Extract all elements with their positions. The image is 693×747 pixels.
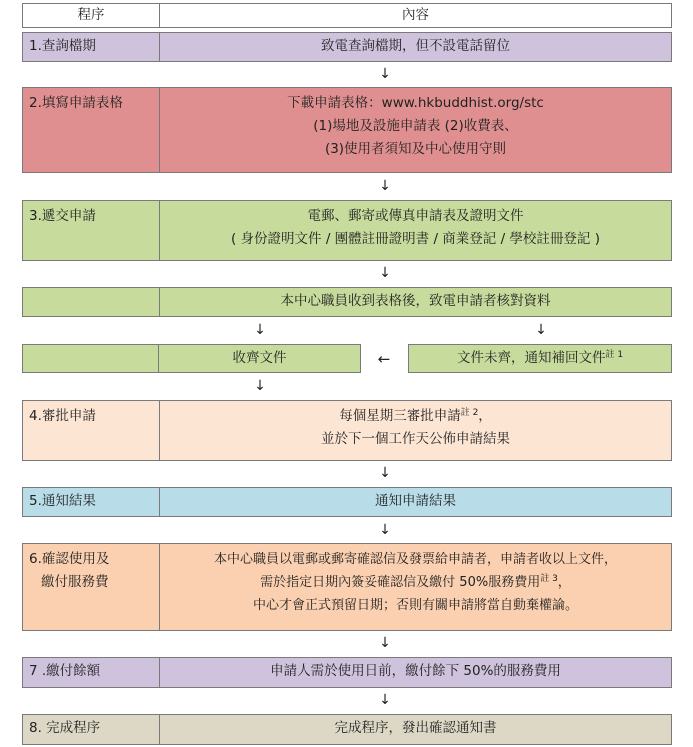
step-8-row xyxy=(22,714,672,745)
step-4-label: 4.審批申請 xyxy=(23,401,160,460)
step-6-line-2 xyxy=(164,571,667,594)
step-6-line-3: 中心才會正式預留日期；否則有關申請將當自動棄權論。 xyxy=(252,598,578,613)
step-2-line-2: (1)場地及設施申請表 (2)收費表、 xyxy=(313,118,518,134)
note-1-marker: 註 1 xyxy=(605,350,624,360)
step-3c-left-blank xyxy=(22,344,159,373)
step-3b-label xyxy=(23,288,160,316)
step-2-content xyxy=(160,88,671,172)
step-3-content xyxy=(160,201,671,260)
header-procedure: 程序 xyxy=(23,4,160,27)
table-header xyxy=(22,3,672,28)
documents-complete-box: 收齊文件 xyxy=(158,344,361,373)
down-arrow-icon: ↓ xyxy=(535,322,547,338)
note-2-marker: 註 2 xyxy=(460,408,479,418)
step-7-row xyxy=(22,657,672,688)
left-arrow-icon: ← xyxy=(377,350,391,368)
step-4-line-2: 並於下一個工作天公佈申請結果 xyxy=(321,431,510,447)
documents-incomplete-text: 文件未齊，通知補回文件 xyxy=(456,350,606,366)
step-4-line-1-end: ， xyxy=(478,408,492,424)
step-7-label: 7 .繳付餘額 xyxy=(23,658,160,687)
step-6-content xyxy=(160,544,671,630)
step-3-line-1: 電郵、郵寄或傳真申請表及證明文件 xyxy=(307,208,524,224)
step-4-line-1-text: 每個星期三審批申請 xyxy=(339,408,461,424)
step-6-row xyxy=(22,543,672,631)
step-8-content: 完成程序，發出確認通知書 xyxy=(334,720,497,736)
step-2-label: 2.填寫申請表格 xyxy=(23,88,160,172)
step-7-content: 申請人需於使用日前，繳付餘下 50%的服務費用 xyxy=(270,663,561,679)
note-3-marker: 註 3 xyxy=(540,574,558,584)
down-arrow-icon: ↓ xyxy=(379,265,391,281)
step-4-row xyxy=(22,400,672,461)
step-1-content: 致電查詢檔期，但不設電話留位 xyxy=(321,38,510,54)
step-4-line-1 xyxy=(164,405,667,428)
step-3-row xyxy=(22,200,672,261)
down-arrow-icon: ↓ xyxy=(379,635,391,651)
step-5-content: 通知申請結果 xyxy=(375,493,456,509)
step-6-label-line-1: 6.確認使用及 xyxy=(29,551,110,567)
step-3b-content: 本中心職員收到表格後，致電申請者核對資料 xyxy=(280,293,551,309)
step-6-label-line-2: 繳付服務費 xyxy=(41,574,109,590)
step-3b-row xyxy=(22,287,672,317)
step-6-line-2-end: ， xyxy=(557,575,571,590)
header-content: 內容 xyxy=(402,7,429,23)
documents-incomplete-box xyxy=(408,344,672,373)
step-4-content xyxy=(160,401,671,460)
step-1-row xyxy=(22,32,672,62)
down-arrow-icon: ↓ xyxy=(379,692,391,708)
step-3-line-2: ( 身份證明文件 / 團體註冊證明書 / 商業登記 / 學校註冊登記 ) xyxy=(230,231,600,247)
step-5-row xyxy=(22,487,672,517)
step-6-line-2-text: 需於指定日期內簽妥確認信及繳付 50%服務費用 xyxy=(260,575,541,590)
step-2-row xyxy=(22,87,672,173)
down-arrow-icon: ↓ xyxy=(379,465,391,481)
down-arrow-icon: ↓ xyxy=(254,378,266,394)
down-arrow-icon: ↓ xyxy=(254,322,266,338)
step-8-label: 8. 完成程序 xyxy=(23,715,160,744)
step-6-line-1: 本中心職員以電郵或郵寄確認信及發票給申請者，申請者收以上文件， xyxy=(213,552,617,567)
step-2-line-1: 下載申請表格：www.hkbuddhist.org/stc xyxy=(287,95,544,111)
step-1-label: 1.查詢檔期 xyxy=(23,33,160,61)
step-5-label: 5.通知結果 xyxy=(23,488,160,516)
down-arrow-icon: ↓ xyxy=(379,522,391,538)
down-arrow-icon: ↓ xyxy=(379,178,391,194)
step-6-label xyxy=(23,544,160,630)
down-arrow-icon: ↓ xyxy=(379,66,391,82)
step-3-label: 3.遞交申請 xyxy=(23,201,160,260)
step-2-line-3: (3)使用者須知及中心使用守則 xyxy=(324,141,507,157)
